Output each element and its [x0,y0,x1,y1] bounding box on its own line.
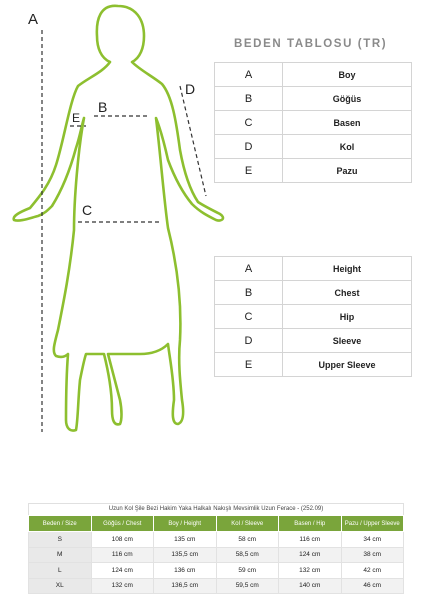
table-cell: 58 cm [216,532,279,548]
legend-label: Chest [283,281,412,305]
size-cell: S [29,532,92,548]
legend-letter: D [215,135,283,159]
table-cell: 135,5 cm [154,547,217,563]
legend-label: Pazu [283,159,412,183]
legend-row [215,159,412,183]
product-caption: Uzun Kol Şile Bezi Hakim Yaka Halkalı Nakışlı Mevsimlik Uzun Ferace - (252.09) [28,503,404,515]
measurement-table [28,515,404,594]
legend-row [215,135,412,159]
measurement-header-row [29,516,404,532]
column-header: Beden / Size [29,516,92,532]
measurement-table-section [28,503,404,594]
legend-label: Upper Sleeve [283,353,412,377]
silhouette-outline [14,6,223,431]
legend-label: Hip [283,305,412,329]
legend-row [215,63,412,87]
table-cell: 46 cm [341,578,404,594]
table-cell: 108 cm [91,532,154,548]
table-cell: 38 cm [341,547,404,563]
legend-row [215,305,412,329]
table-cell: 116 cm [91,547,154,563]
legend-letter: C [215,111,283,135]
legend-table-en [214,256,412,377]
legend-row [215,329,412,353]
legend-letter: B [215,87,283,111]
table-cell: 116 cm [279,532,342,548]
legend-row [215,257,412,281]
legend-row [215,87,412,111]
legend-letter: E [215,353,283,377]
marker-letter-e: E [72,111,81,125]
legend-letter: D [215,329,283,353]
table-cell: 136 cm [154,563,217,579]
table-cell: 59,5 cm [216,578,279,594]
table-cell: 124 cm [279,547,342,563]
column-header: Göğüs / Chest [91,516,154,532]
legend-table-tr [214,62,412,183]
table-cell: 136,5 cm [154,578,217,594]
table-cell: 59 cm [216,563,279,579]
legend-label: Height [283,257,412,281]
marker-letter-d: D [185,81,196,97]
column-header: Basen / Hip [279,516,342,532]
size-cell: XL [29,578,92,594]
legend-label: Göğüs [283,87,412,111]
column-header: Boy / Height [154,516,217,532]
marker-letter-b: B [98,99,108,115]
column-header: Pazu / Upper Sleeve [341,516,404,532]
legend-letter: E [215,159,283,183]
legend-row [215,281,412,305]
table-row [29,563,404,579]
table-cell: 132 cm [91,578,154,594]
legend-label: Boy [283,63,412,87]
legend-label: Sleeve [283,329,412,353]
table-cell: 42 cm [341,563,404,579]
table-cell: 58,5 cm [216,547,279,563]
legend-letter: A [215,63,283,87]
table-cell: 135 cm [154,532,217,548]
legend-label: Kol [283,135,412,159]
size-table-title: BEDEN TABLOSU (TR) [234,38,388,50]
table-cell: 132 cm [279,563,342,579]
table-cell: 34 cm [341,532,404,548]
legend-row [215,353,412,377]
legend-letter: A [215,257,283,281]
table-row [29,532,404,548]
size-cell: M [29,547,92,563]
table-cell: 124 cm [91,563,154,579]
column-header: Kol / Sleeve [216,516,279,532]
dress-silhouette-figure [0,0,230,440]
table-row [29,578,404,594]
table-cell: 140 cm [279,578,342,594]
legend-row [215,111,412,135]
legend-label: Basen [283,111,412,135]
sleeve-dimension-line [180,86,206,196]
legend-letter: C [215,305,283,329]
marker-letter-c: C [82,202,93,218]
size-cell: L [29,563,92,579]
table-row [29,547,404,563]
legend-letter: B [215,281,283,305]
marker-letter-a: A [28,11,39,28]
